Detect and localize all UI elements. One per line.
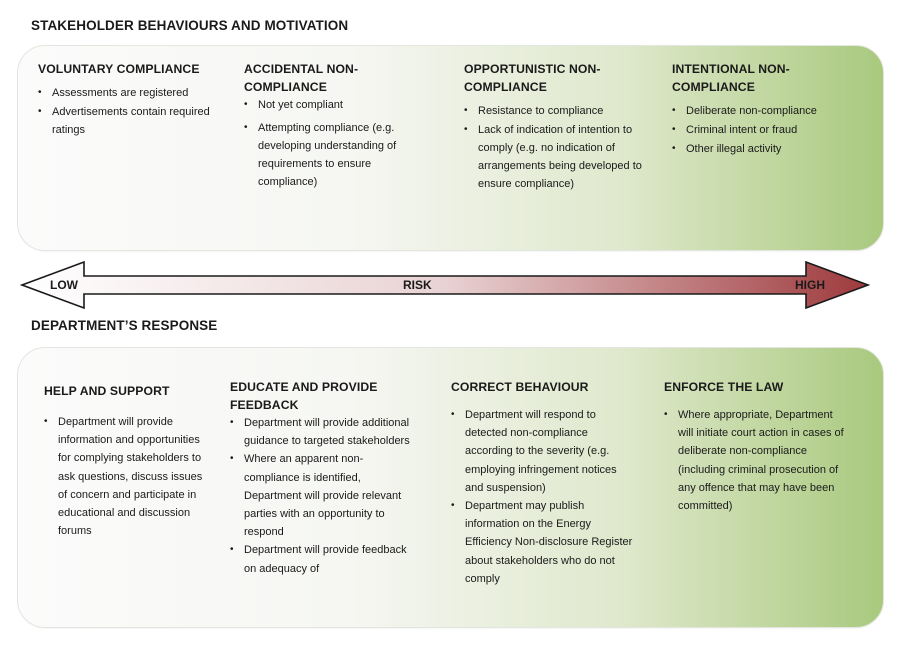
arrow-label-risk: RISK <box>403 278 432 292</box>
behaviour-column-voluntary <box>38 60 228 140</box>
behaviour-item: • Attempting compliance (e.g. developing understanding of requirements to ensure compliance) <box>244 119 424 191</box>
section-title-response: DEPARTMENT’S RESPONSE <box>31 318 218 333</box>
response-heading: CORRECT BEHAVIOUR <box>451 380 589 394</box>
behaviour-heading: INTENTIONAL NON-COMPLIANCE <box>672 62 790 94</box>
behaviour-column-accidental <box>244 60 424 196</box>
behaviour-column-opportunistic <box>464 60 644 194</box>
risk-arrow <box>20 259 870 311</box>
response-item: • Where an apparent non-compliance is identified, Department will provide relevant parties with an opportunity to respond <box>230 450 415 541</box>
behaviour-heading: VOLUNTARY COMPLIANCE <box>38 62 200 76</box>
response-panel <box>17 347 884 628</box>
response-item: • Department will provide feedback on adequacy of <box>230 541 415 577</box>
behaviour-item: • Criminal intent or fraud <box>672 121 857 139</box>
response-heading: ENFORCE THE LAW <box>664 380 784 394</box>
arrow-label-low: LOW <box>50 278 78 292</box>
response-item: • Department will provide information and opportunities for complying stakeholders to ask questions, discuss issues of concern and participate in educational and discussion forums <box>44 413 214 540</box>
response-item: • Department will respond to detected non-compliance according to the severity (e.g. employing infringement notices and suspension) <box>451 406 636 497</box>
response-column-correct <box>451 378 636 588</box>
behaviour-heading: OPPORTUNISTIC NON-COMPLIANCE <box>464 62 601 94</box>
section-title-behaviours: STAKEHOLDER BEHAVIOURS AND MOTIVATION <box>31 18 349 33</box>
behaviour-item: • Advertisements contain required ratings <box>38 103 228 139</box>
response-column-educate <box>230 378 415 578</box>
response-column-help <box>44 382 214 540</box>
behaviours-panel <box>17 45 884 251</box>
response-heading: HELP AND SUPPORT <box>44 384 170 398</box>
behaviour-item: • Resistance to compliance <box>464 102 644 120</box>
behaviour-item: • Not yet compliant <box>244 96 424 114</box>
behaviour-item: • Lack of indication of intention to comply (e.g. no indication of arrangements being developed to ensure compliance) <box>464 121 644 193</box>
response-heading: EDUCATE AND PROVIDE FEEDBACK <box>230 380 378 412</box>
behaviour-item: • Deliberate non-compliance <box>672 102 857 120</box>
behaviour-heading: ACCIDENTAL NON-COMPLIANCE <box>244 62 359 94</box>
behaviour-item: • Assessments are registered <box>38 84 228 102</box>
behaviour-item: • Other illegal activity <box>672 140 857 158</box>
arrow-label-high: HIGH <box>795 278 825 292</box>
response-item: • Department may publish information on the Energy Efficiency Non-disclosure Register about stakeholders who do not comply <box>451 497 636 588</box>
risk-arrow-shape <box>22 262 868 308</box>
response-item: • Where appropriate, Department will initiate court action in cases of deliberate non-compliance (including criminal prosecution of any offence that may have been committed) <box>664 406 844 515</box>
behaviour-column-intentional <box>672 60 857 159</box>
response-column-enforce <box>664 378 844 515</box>
response-item: • Department will provide additional guidance to targeted stakeholders <box>230 414 415 450</box>
